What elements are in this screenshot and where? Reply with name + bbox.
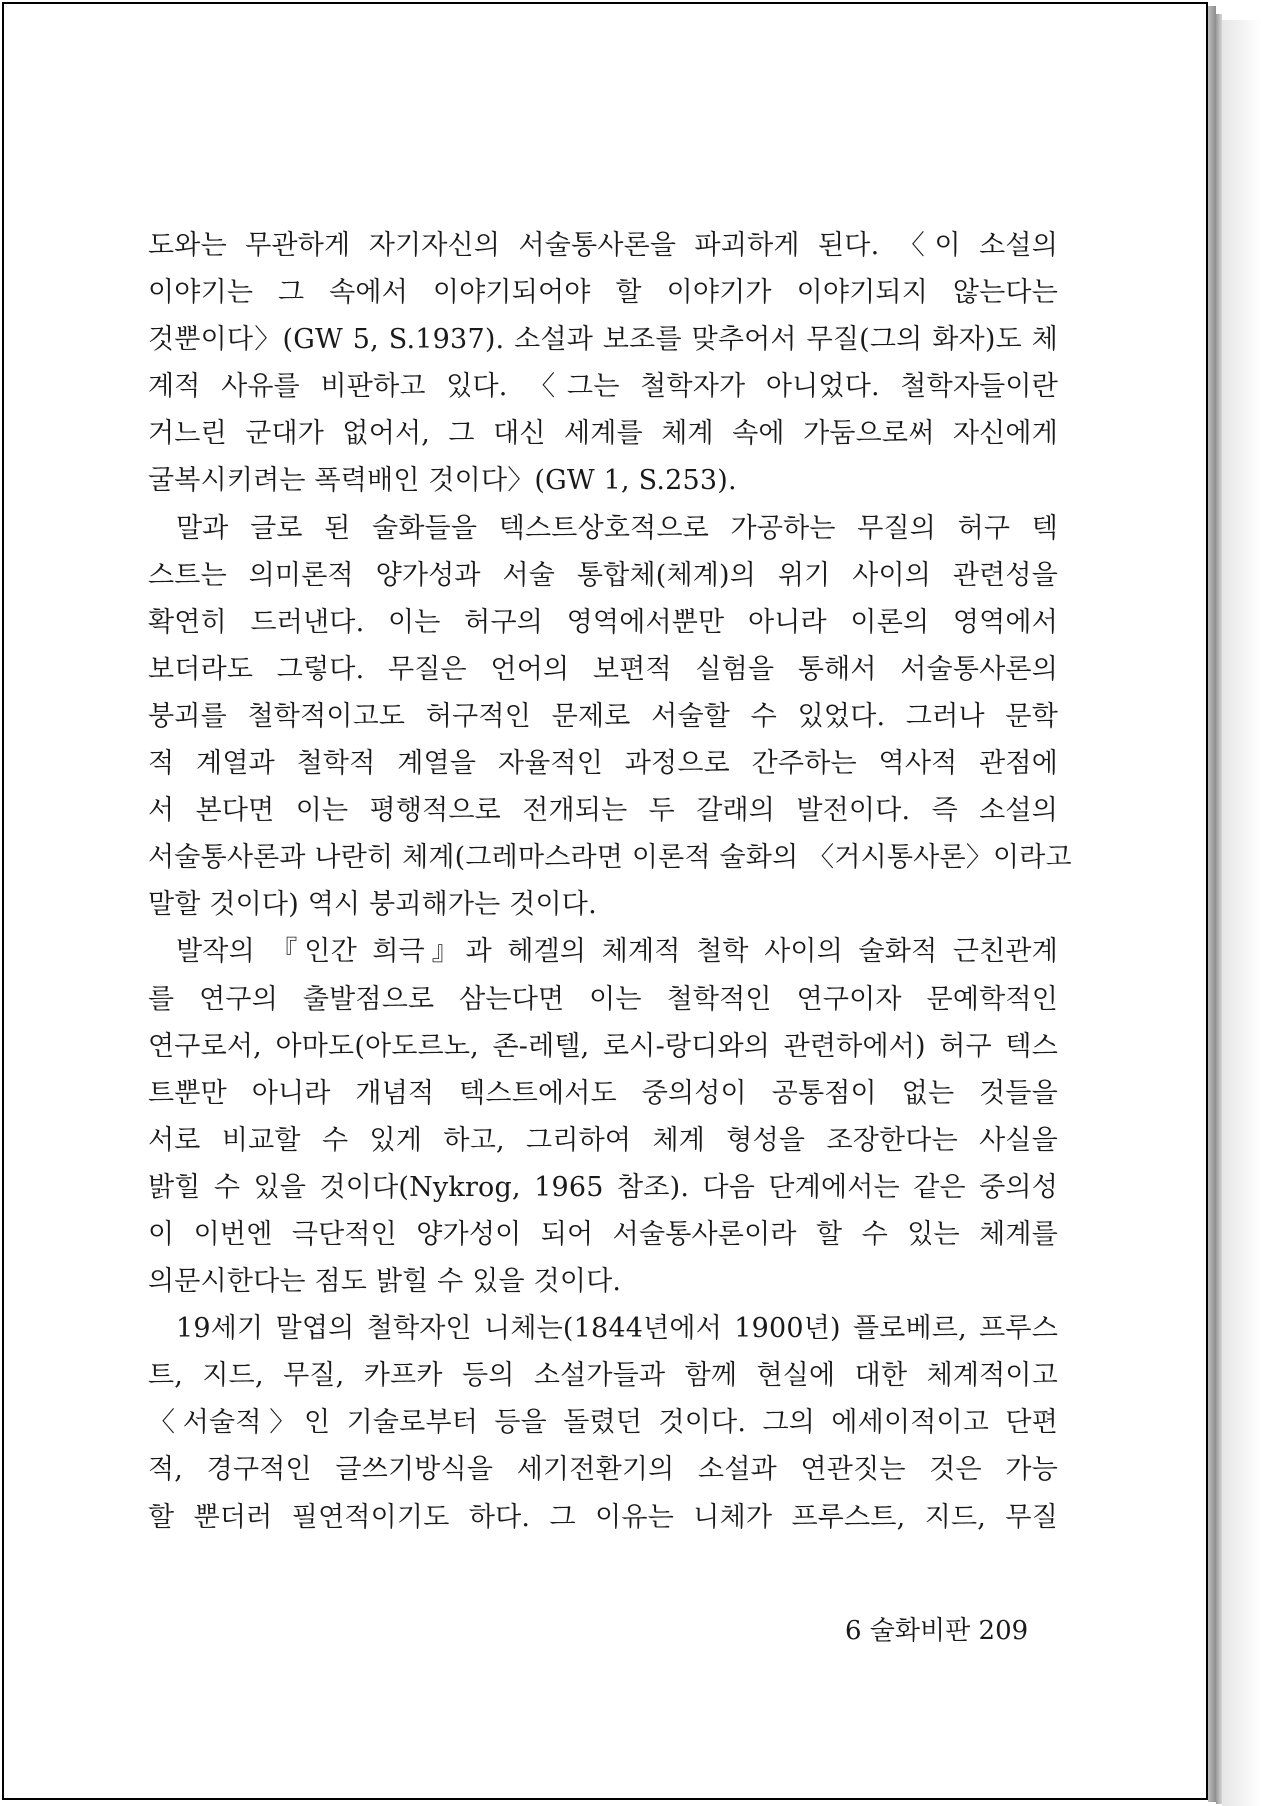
text-line: 적, 경구적인 글쓰기방식을 세기전환기의 소설과 연관짓는 것은 가능: [148, 1454, 1058, 1486]
page-shadow: [1222, 20, 1261, 1806]
text-line: 이야기는 그 속에서 이야기되어야 할 이야기가 이야기되지 않는다는: [148, 277, 1058, 309]
text-line: 이 이번엔 극단적인 양가성이 되어 서술통사론이라 할 수 있는 체계를: [148, 1218, 1058, 1250]
body-text: [148, 222, 1072, 1541]
text-line: 말할 것이다) 역시 붕괴해가는 것이다.: [148, 889, 597, 921]
text-line: 서로 비교할 수 있게 하고, 그리하여 체계 형성을 조장한다는 사실을: [148, 1124, 1058, 1156]
text-line: 서 본다면 이는 평행적으로 전개되는 두 갈래의 발전이다. 즉 소설의: [148, 795, 1058, 827]
text-line: 밝힐 수 있을 것이다(Nykrog, 1965 참조). 다음 단계에서는 같은 중의성: [148, 1171, 1058, 1203]
text-line: 거느린 군대가 없어서, 그 대신 세계를 체계 속에 가둠으로써 자신에게: [148, 418, 1058, 450]
text-line: 의문시한다는 점도 밝힐 수 있을 것이다.: [148, 1266, 622, 1298]
text-line: 굴복시키려는 폭력배인 것이다〉(GW 1, S.253).: [148, 465, 737, 497]
text-line: 발작의 『인간 희극』과 헤겔의 체계적 철학 사이의 술화적 근친관계: [176, 936, 1058, 968]
text-line: 〈서술적〉인 기술로부터 등을 돌렸던 것이다. 그의 에세이적이고 단편: [148, 1407, 1058, 1439]
text-line: 서술통사론과 나란히 체계(그레마스라면 이론적 술화의 〈거시통사론〉이라고: [148, 842, 1072, 874]
page-footer: 6 술화비판 209: [845, 1616, 1029, 1646]
page-edge: [1208, 6, 1216, 1802]
text-line: 를 연구의 출발점으로 삼는다면 이는 철학적인 연구이자 문예학적인: [148, 983, 1058, 1015]
text-line: 도와는 무관하게 자기자신의 서술통사론을 파괴하게 된다. 〈이 소설의: [148, 230, 1058, 261]
text-line: 것뿐이다〉(GW 5, S.1937). 소설과 보조를 맞추어서 무질(그의 화자)도 체: [148, 324, 1058, 356]
text-line: 확연히 드러낸다. 이는 허구의 영역에서뿐만 아니라 이론의 영역에서: [148, 606, 1058, 638]
text-line: 19세기 말엽의 철학자인 니체는(1844년에서 1900년) 플로베르, 프루스: [176, 1313, 1058, 1345]
text-line: 트뿐만 아니라 개념적 텍스트에서도 중의성이 공통점이 없는 것들을: [148, 1077, 1058, 1109]
text-line: 보더라도 그렇다. 무질은 언어의 보편적 실험을 통해서 서술통사론의: [148, 653, 1058, 685]
text-line: 트, 지드, 무질, 카프카 등의 소설가들과 함께 현실에 대한 체계적이고: [148, 1360, 1058, 1392]
page-edge-inner: [1216, 14, 1222, 1804]
text-line: 할 뿐더러 필연적이기도 하다. 그 이유는 니체가 프루스트, 지드, 무질: [148, 1501, 1058, 1533]
text-line: 붕괴를 철학적이고도 허구적인 문제로 서술할 수 있었다. 그러나 문학: [148, 700, 1058, 732]
text-line: 적 계열과 철학적 계열을 자율적인 과정으로 간주하는 역사적 관점에: [148, 748, 1058, 780]
text-line: 계적 사유를 비판하고 있다. 〈그는 철학자가 아니었다. 철학자들이란: [148, 371, 1058, 403]
text-line: 말과 글로 된 술화들을 텍스트상호적으로 가공하는 무질의 허구 텍: [176, 512, 1058, 544]
text-line: 스트는 의미론적 양가성과 서술 통합체(체계)의 위기 사이의 관련성을: [148, 559, 1058, 591]
text-line: 연구로서, 아마도(아도르노, 존-레텔, 로시-랑디와의 관련하에서) 허구 텍스: [148, 1030, 1058, 1062]
